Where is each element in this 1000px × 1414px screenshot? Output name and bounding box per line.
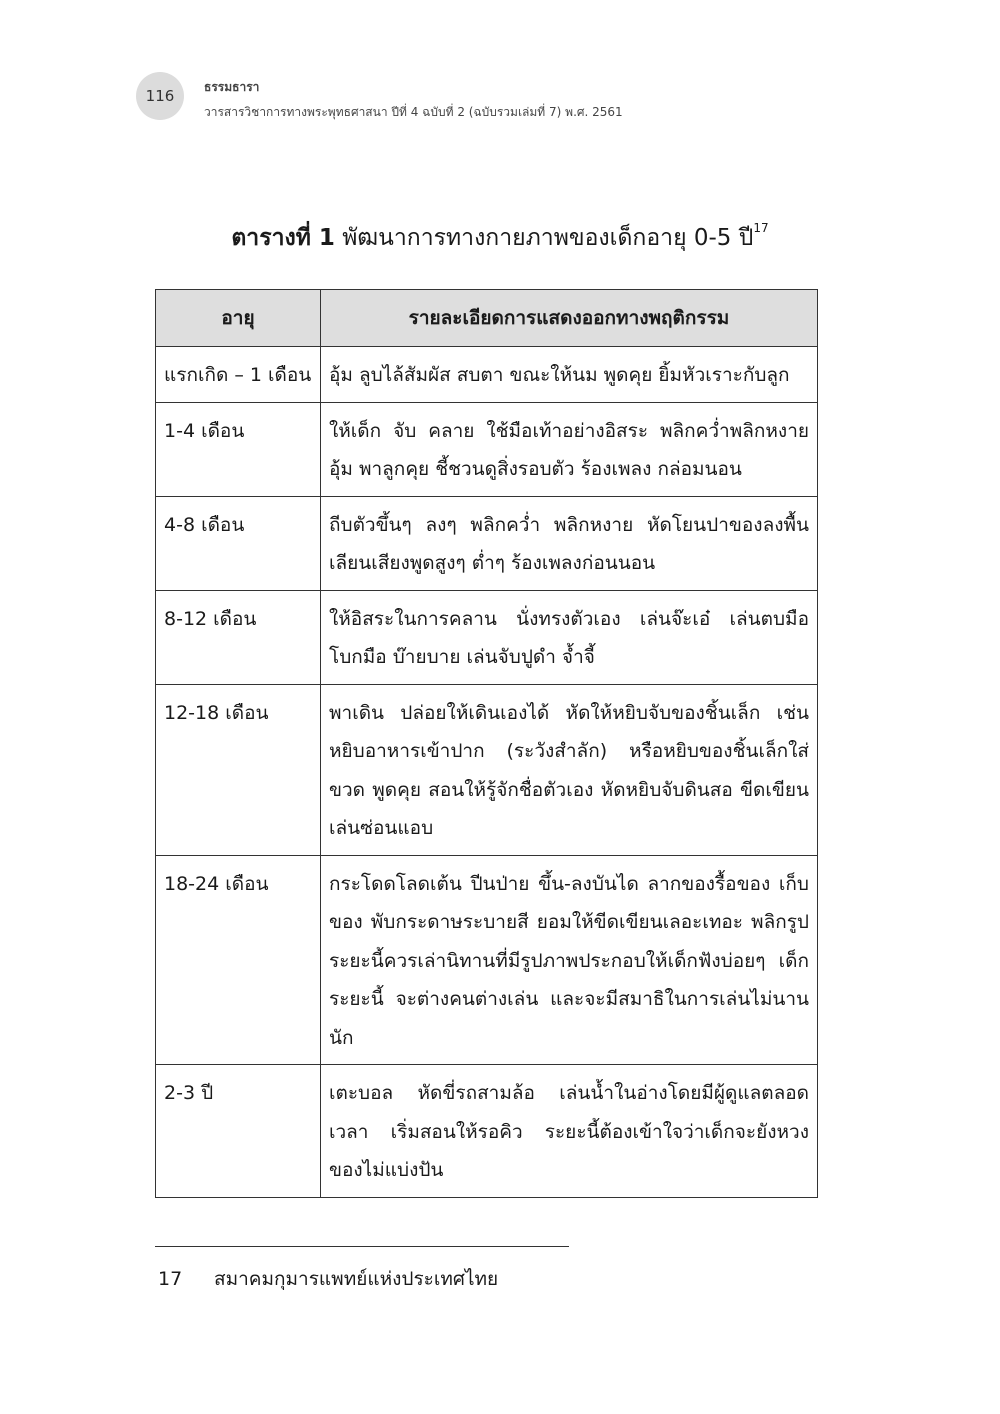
footnote xyxy=(158,1264,498,1294)
detail-cell: ให้เด็ก จับ คลาย ใช้มือเท้าอย่างอิสระ พลิกคว่ำพลิกหงาย อุ้ม พาลูกคุย ชี้ชวนดูสิ่งรอบตัว ร้องเพลง กล่อมนอน xyxy=(321,402,818,496)
detail-cell: พาเดิน ปล่อยให้เดินเองได้ หัดให้หยิบจับของชิ้นเล็ก เช่น หยิบอาหารเข้าปาก (ระวังสำลัก) หรือหยิบของชิ้นเล็กใส่ขวด พูดคุย สอนให้รู้จักชื่อตัวเอง หัดหยิบจับดินสอ ขีดเขียน เล่นซ่อนแอบ xyxy=(321,684,818,855)
table-caption xyxy=(0,220,1000,256)
table-row xyxy=(156,347,818,403)
age-cell: 2-3 ปี xyxy=(156,1065,321,1198)
table-row xyxy=(156,590,818,684)
table-header-row xyxy=(156,290,818,347)
journal-issue: วารสารวิชาการทางพระพุทธศาสนา ปีที่ 4 ฉบับที่ 2 (ฉบับรวมเล่มที่ 7) พ.ศ. 2561 xyxy=(204,105,623,119)
age-cell: 12-18 เดือน xyxy=(156,684,321,855)
journal-name: ธรรมธารา xyxy=(204,80,260,94)
age-cell: 4-8 เดือน xyxy=(156,496,321,590)
detail-cell: ถีบตัวขึ้นๆ ลงๆ พลิกคว่ำ พลิกหงาย หัดโยนปาของลงพื้น เลียนเสียงพูดสูงๆ ต่ำๆ ร้องเพลงก่อนนอน xyxy=(321,496,818,590)
table-row xyxy=(156,1065,818,1198)
detail-cell: กระโดดโลดเต้น ปีนป่าย ขึ้น-ลงบันได ลากของรื้อของ เก็บของ พับกระดาษระบายสี ยอมให้ขีดเขียนเลอะเทอะ พลิกรูป ระยะนี้ควรเล่านิทานที่มีรูปภาพประกอบให้เด็กฟังบ่อยๆ เด็กระยะนี้ จะต่างคนต่างเล่น และจะมีสมาธิในการเล่นไม่นานนัก xyxy=(321,855,818,1065)
table-row xyxy=(156,684,818,855)
age-cell: แรกเกิด – 1 เดือน xyxy=(156,347,321,403)
table-caption-label: ตารางที่ 1 xyxy=(231,225,335,251)
table-row xyxy=(156,402,818,496)
header-age: อายุ xyxy=(156,290,321,347)
footnote-text: สมาคมกุมารแพทย์แห่งประเทศไทย xyxy=(214,1268,499,1290)
table-caption-ref: 17 xyxy=(753,221,769,236)
age-cell: 1-4 เดือน xyxy=(156,402,321,496)
header-detail: รายละเอียดการแสดงออกทางพฤติกรรม xyxy=(321,290,818,347)
page-number: 116 xyxy=(136,72,184,120)
detail-cell: อุ้ม ลูบไล้สัมผัส สบตา ขณะให้นม พูดคุย ยิ้มหัวเราะกับลูก xyxy=(321,347,818,403)
age-cell: 8-12 เดือน xyxy=(156,590,321,684)
footnote-divider xyxy=(155,1246,569,1247)
footnote-number: 17 xyxy=(158,1268,183,1290)
detail-cell: เตะบอล หัดขี่รถสามล้อ เล่นน้ำในอ่างโดยมีผู้ดูแลตลอดเวลา เริ่มสอนให้รอคิว ระยะนี้ต้องเข้าใจว่าเด็กจะยังหวงของไม่แบ่งปัน xyxy=(321,1065,818,1198)
detail-cell: ให้อิสระในการคลาน นั่งทรงตัวเอง เล่นจ๊ะเอ๋ เล่นตบมือ โบกมือ บ๊ายบาย เล่นจับปูดำ จ้ำจี้ xyxy=(321,590,818,684)
age-cell: 18-24 เดือน xyxy=(156,855,321,1065)
table-row xyxy=(156,855,818,1065)
table-row xyxy=(156,496,818,590)
development-table xyxy=(155,289,818,1198)
running-head xyxy=(204,78,623,122)
table-caption-title: พัฒนาการทางกายภาพของเด็กอายุ 0-5 ปี xyxy=(342,225,754,251)
